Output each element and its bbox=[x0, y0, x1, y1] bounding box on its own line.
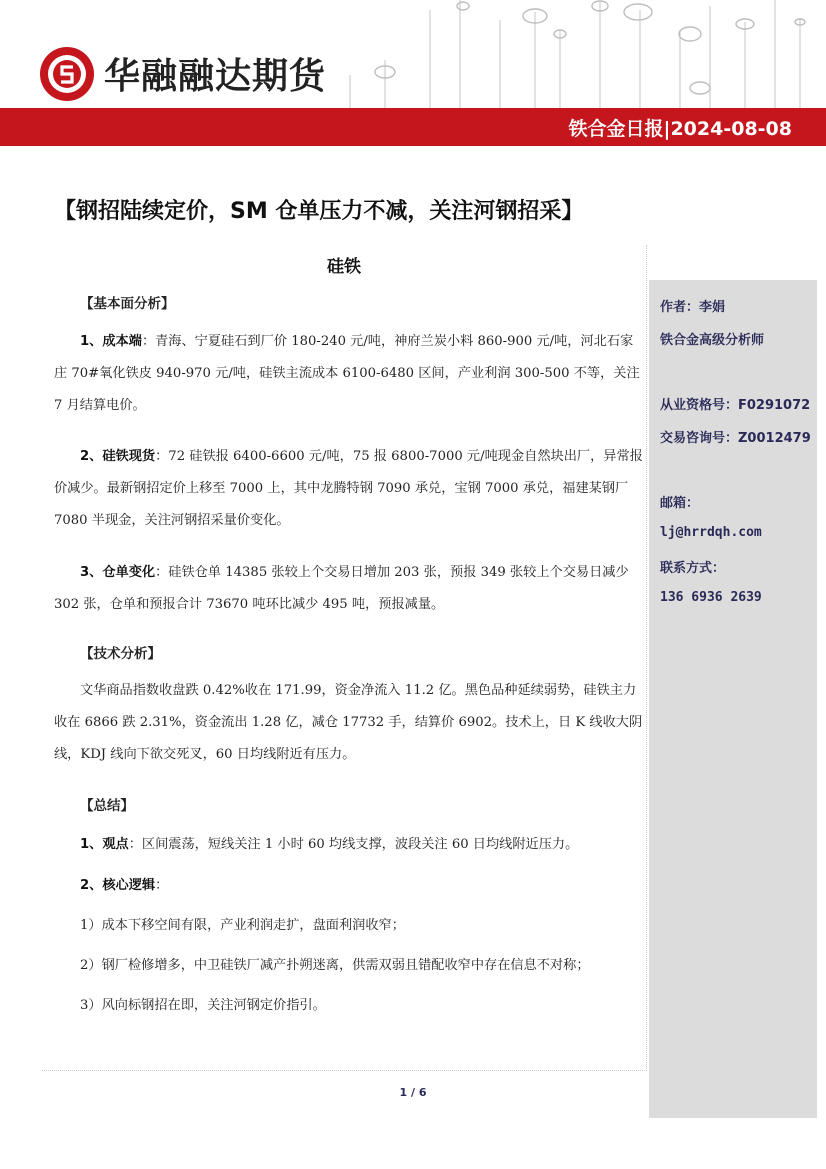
email-link[interactable]: lj@hrrdqh.com bbox=[660, 525, 762, 540]
logic-item: 2）钢厂检修增多，中卫硅铁厂减产扑朔迷离，供需双弱且错配收窄中存在信息不对称； bbox=[80, 958, 590, 973]
author-name: 作者：李娟 bbox=[660, 300, 726, 315]
view-label: 1、观点 bbox=[80, 837, 129, 852]
fundamentals-heading: 【基本面分析】 bbox=[80, 296, 175, 312]
fundamentals-item-spot bbox=[54, 441, 646, 537]
headline: 【钢招陆续定价，SM 仓单压力不减，关注河钢招采】 bbox=[54, 199, 584, 224]
technical-text: 文华商品指数收盘跌 0.42%收在 171.99，资金净流入 11.2 亿。黑色品种延续弱势，硅铁主力收在 6866 跌 2.31%，资金流出 1.28 亿，减仓 17732 手，结算价 6902。技术上，日 K 线收大阴线，KDJ 线向下欲交死叉，60 日均线附近有压力。 bbox=[54, 683, 643, 762]
page-number: 1 / 6 bbox=[399, 1086, 427, 1099]
email-label: 邮箱： bbox=[660, 496, 700, 511]
item-text: ：青海、宁夏硅石到厂价 180-240 元/吨，神府兰炭小料 860-900 元/吨，河北石家庄 70#氧化铁皮 940-970 元/吨，硅铁主流成本 6100-6480 区间，产业利润 300-500 不等，关注 7 月结算电价。 bbox=[54, 334, 640, 413]
summary-view bbox=[54, 829, 646, 861]
main-content bbox=[42, 245, 647, 1071]
item-text: ：72 硅铁报 6400-6600 元/吨，75 报 6800-7000 元/吨现金自然块出厂，异常报价减少。最新钢招定价上移至 7000 上，其中龙腾特钢 7090 承兑，宝钢 7000 承兑，福建某钢厂 7080 半现金，关注河钢招采量价变化。 bbox=[54, 449, 643, 528]
logic-label: 2、核心逻辑 bbox=[80, 878, 156, 893]
item-label: 3、仓单变化 bbox=[80, 565, 156, 580]
section-title: 硅铁 bbox=[327, 257, 361, 277]
contact-label: 联系方式： bbox=[660, 561, 726, 576]
brand-name: 华融融达期货 bbox=[104, 56, 327, 97]
summary-logic bbox=[54, 870, 646, 902]
author-sidebar bbox=[649, 280, 817, 1118]
logic-colon: ： bbox=[155, 878, 169, 893]
item-text: ：硅铁仓单 14385 张较上个交易日增加 203 张，预报 349 张较上个交易日减少 302 张，仓单和预报合计 73670 吨环比减少 495 吨，预报减量。 bbox=[54, 565, 629, 612]
item-label: 2、硅铁现货 bbox=[80, 449, 156, 464]
logo-ring-s-icon bbox=[38, 45, 96, 103]
fundamentals-item-cost bbox=[54, 326, 646, 422]
logic-item: 3）风向标钢招在即，关注河钢定价指引。 bbox=[80, 998, 326, 1013]
report-header bbox=[0, 0, 826, 148]
item-label: 1、成本端 bbox=[80, 334, 142, 349]
view-text: ：区间震荡，短线关注 1 小时 60 均线支撑，波段关注 60 日均线附近压力。 bbox=[128, 837, 579, 852]
summary-heading: 【总结】 bbox=[80, 798, 134, 814]
consult-number: 交易咨询号：Z0012479 bbox=[660, 431, 811, 446]
author-role: 铁合金高级分析师 bbox=[660, 333, 765, 348]
technical-heading: 【技术分析】 bbox=[80, 646, 161, 662]
report-title: 铁合金日报|2024-08-08 bbox=[568, 118, 792, 140]
phone-number: 136 6936 2639 bbox=[660, 590, 762, 605]
logic-item: 1）成本下移空间有限，产业利润走扩，盘面利润收窄； bbox=[80, 918, 405, 933]
fundamentals-item-warrant bbox=[54, 557, 646, 621]
qualification-number: 从业资格号：F0291072 bbox=[660, 398, 811, 413]
